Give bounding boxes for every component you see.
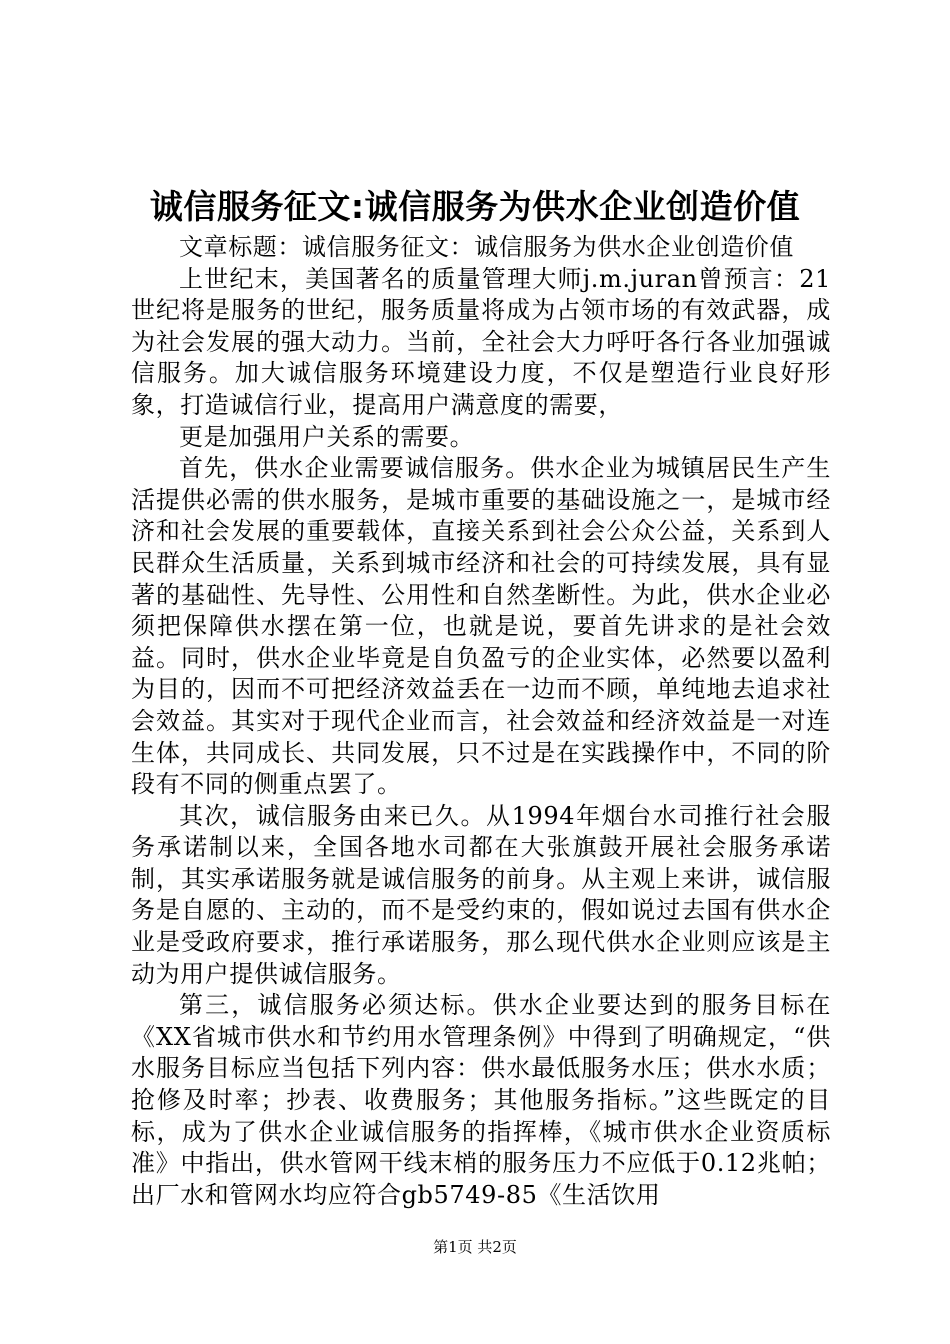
document-title: 诚信服务征文:诚信服务为供水企业创造价值 — [149, 187, 801, 226]
paragraph-article-title: 文章标题：诚信服务征文：诚信服务为供水企业创造价值 — [179, 233, 794, 261]
paragraph-first-point: 首先，供水企业需要诚信服务。供水企业为城镇居民生产生活提供必需的供水服务，是城市重要的基础设施之一，是城市经济和社会发展的重要载体，直接关系到社会公众公益，关系到人民群众生活质量，关系到城市经济和社会的可持续发展，具有显著的基础性、先导性、公用性和自然垄断性。为此，供水企业必须把保障供水摆在第一位，也就是说，要首先讲求的是社会效益。同时，供水企业毕竟是自负盈亏的企业实体，必然要以盈利为目的，因而不可把经济效益丢在一边而不顾，单纯地去追求社会效益。其实对于现代企业而言，社会效益和经济效益是一对连生体，共同成长、共同发展，只不过是在实践操作中，不同的阶段有不同的侧重点罢了。 — [131, 454, 831, 799]
document-body — [131, 232, 831, 1211]
paragraph-intro-continued: 更是加强用户关系的需要。 — [179, 422, 475, 451]
page-number-footer: 第1页 共2页 — [433, 1238, 517, 1256]
paragraph-third-point: 第三，诚信服务必须达标。供水企业要达到的服务目标在《XX省城市供水和节约用水管理条例》中得到了明确规定，“供水服务目标应当包括下列内容：供水最低服务水压；供水水质；抢修及时率；抄表、收费服务；其他服务指标。”这些既定的目标，成为了供水企业诚信服务的指挥棒，《城市供水企业资质标准》中指出，供水管网干线末梢的服务压力不应低于0.12兆帕；出厂水和管网水均应符合gb5749-85《生活饮用 — [131, 991, 831, 1209]
paragraph-second-point: 其次，诚信服务由来已久。从1994年烟台水司推行社会服务承诺制以来，全国各地水司都在大张旗鼓开展社会服务承诺制，其实承诺服务就是诚信服务的前身。从主观上来讲，诚信服务是自愿的、主动的，而不是受约束的，假如说过去国有供水企业是受政府要求，推行承诺服务，那么现代供水企业则应该是主动为用户提供诚信服务。 — [131, 801, 831, 988]
paragraph-intro: 上世纪末，美国著名的质量管理大师j.m.juran曾预言：21世纪将是服务的世纪，服务质量将成为占领市场的有效武器，成为社会发展的强大动力。当前，全社会大力呼吁各行各业加强诚信服务。加大诚信服务环境建设力度，不仅是塑造行业良好形象，打造诚信行业，提高用户满意度的需要， — [131, 264, 831, 419]
